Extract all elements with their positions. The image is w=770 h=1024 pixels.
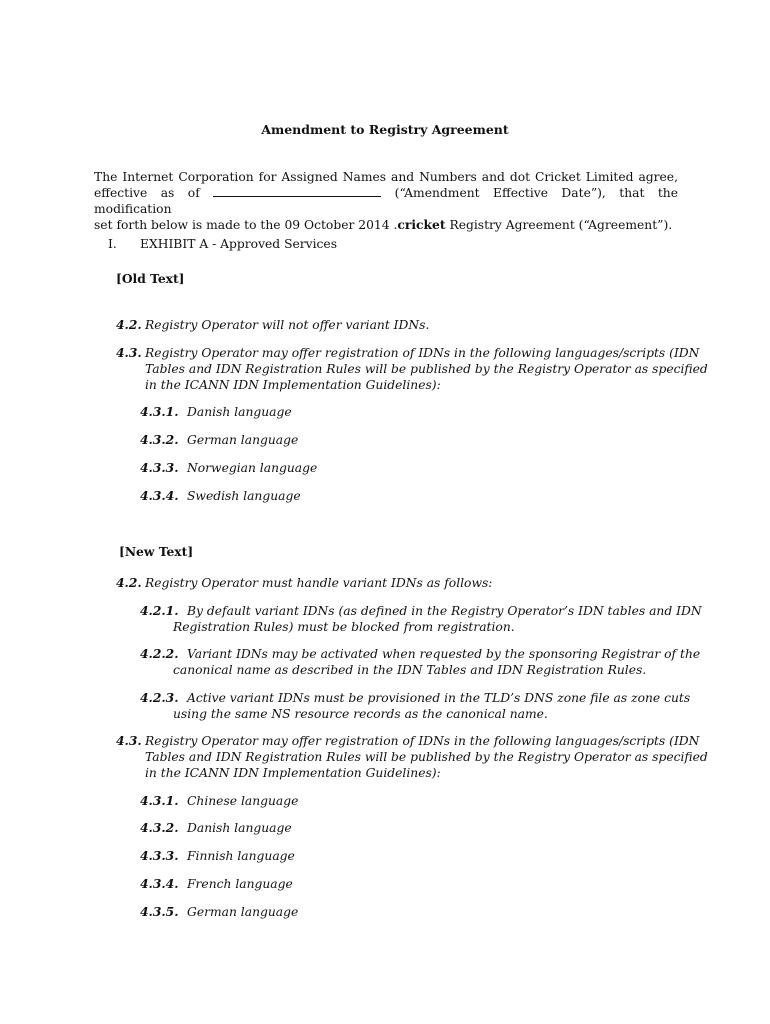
intro-line-3 xyxy=(94,217,678,233)
new-sub-3-number: 4.2.3. xyxy=(140,690,179,705)
new-item-4-2-text: Registry Operator must handle variant IDNs as follows: xyxy=(145,576,493,590)
old-lang-2-number: 4.3.2. xyxy=(140,432,179,447)
new-lang-4-number: 4.3.4. xyxy=(140,876,179,891)
new-lang-4-text: French language xyxy=(187,877,293,891)
intro-line-3-prefix: set forth below is made to the 09 October 2014 . xyxy=(94,218,398,232)
new-item-4-2-number: 4.2. xyxy=(116,575,142,590)
old-item-4-3-line-3: in the ICANN IDN Implementation Guidelines): xyxy=(145,378,441,392)
intro-line-1: The Internet Corporation for Assigned Names and Numbers and dot Cricket Limited agree, xyxy=(94,170,678,184)
old-item-4-3-line-2: Tables and IDN Registration Rules will be published by the Registry Operator as specified xyxy=(145,362,708,376)
new-item-4-3-line-3: in the ICANN IDN Implementation Guidelines): xyxy=(145,766,441,780)
old-lang-3-text: Norwegian language xyxy=(187,461,318,475)
intro-line-3-suffix: Registry Agreement (“Agreement”). xyxy=(445,218,673,232)
section-title: EXHIBIT A - Approved Services xyxy=(140,237,338,251)
new-lang-5-text: German language xyxy=(187,905,299,919)
section-number: I. xyxy=(108,237,117,251)
new-lang-2-text: Danish language xyxy=(187,821,292,835)
new-sub-1-number: 4.2.1. xyxy=(140,603,179,618)
tld-name: cricket xyxy=(397,217,446,232)
intro-paragraph xyxy=(94,169,678,233)
new-sub-2-line-1: Variant IDNs may be activated when requested by the sponsoring Registrar of the xyxy=(187,647,701,661)
new-item-4-3-line-2: Tables and IDN Registration Rules will be published by the Registry Operator as specified xyxy=(145,750,708,764)
old-item-4-2-number: 4.2. xyxy=(116,317,142,332)
old-text-heading: [Old Text] xyxy=(116,271,185,286)
old-item-4-2-text: Registry Operator will not offer variant IDNs. xyxy=(145,318,430,332)
old-item-4-3-number: 4.3. xyxy=(116,345,142,360)
new-sub-3-line-2: using the same NS resource records as the canonical name. xyxy=(173,707,548,721)
new-lang-3-text: Finnish language xyxy=(187,849,295,863)
new-sub-2-number: 4.2.2. xyxy=(140,646,179,661)
intro-line-2 xyxy=(94,185,678,217)
old-lang-3-number: 4.3.3. xyxy=(140,460,179,475)
old-lang-4-text: Swedish language xyxy=(187,489,301,503)
old-lang-2-text: German language xyxy=(187,433,299,447)
new-item-4-3-line-1: Registry Operator may offer registration of IDNs in the following languages/scripts (IDN xyxy=(145,734,700,748)
intro-line-2-suffix: (“Amendment Effective Date”), that the modification xyxy=(94,186,678,216)
document-title: Amendment to Registry Agreement xyxy=(261,122,509,137)
new-lang-5-number: 4.3.5. xyxy=(140,904,179,919)
new-lang-1-number: 4.3.1. xyxy=(140,793,179,808)
effective-date-blank xyxy=(213,185,381,197)
new-sub-1-line-2: Registration Rules) must be blocked from registration. xyxy=(173,620,515,634)
new-lang-2-number: 4.3.2. xyxy=(140,820,179,835)
old-lang-4-number: 4.3.4. xyxy=(140,488,179,503)
new-lang-1-text: Chinese language xyxy=(187,794,299,808)
old-lang-1-text: Danish language xyxy=(187,405,292,419)
new-sub-3-line-1: Active variant IDNs must be provisioned in the TLD’s DNS zone file as zone cuts xyxy=(187,691,691,705)
old-lang-1-number: 4.3.1. xyxy=(140,404,179,419)
new-item-4-3-number: 4.3. xyxy=(116,733,142,748)
new-text-heading: [New Text] xyxy=(119,544,194,559)
new-sub-2-line-2: canonical name as described in the IDN Tables and IDN Registration Rules. xyxy=(173,663,647,677)
old-item-4-3-line-1: Registry Operator may offer registration of IDNs in the following languages/scripts (IDN xyxy=(145,346,700,360)
intro-line-2-prefix: effective as of xyxy=(94,186,200,200)
new-lang-3-number: 4.3.3. xyxy=(140,848,179,863)
new-sub-1-line-1: By default variant IDNs (as defined in the Registry Operator’s IDN tables and IDN xyxy=(187,604,702,618)
